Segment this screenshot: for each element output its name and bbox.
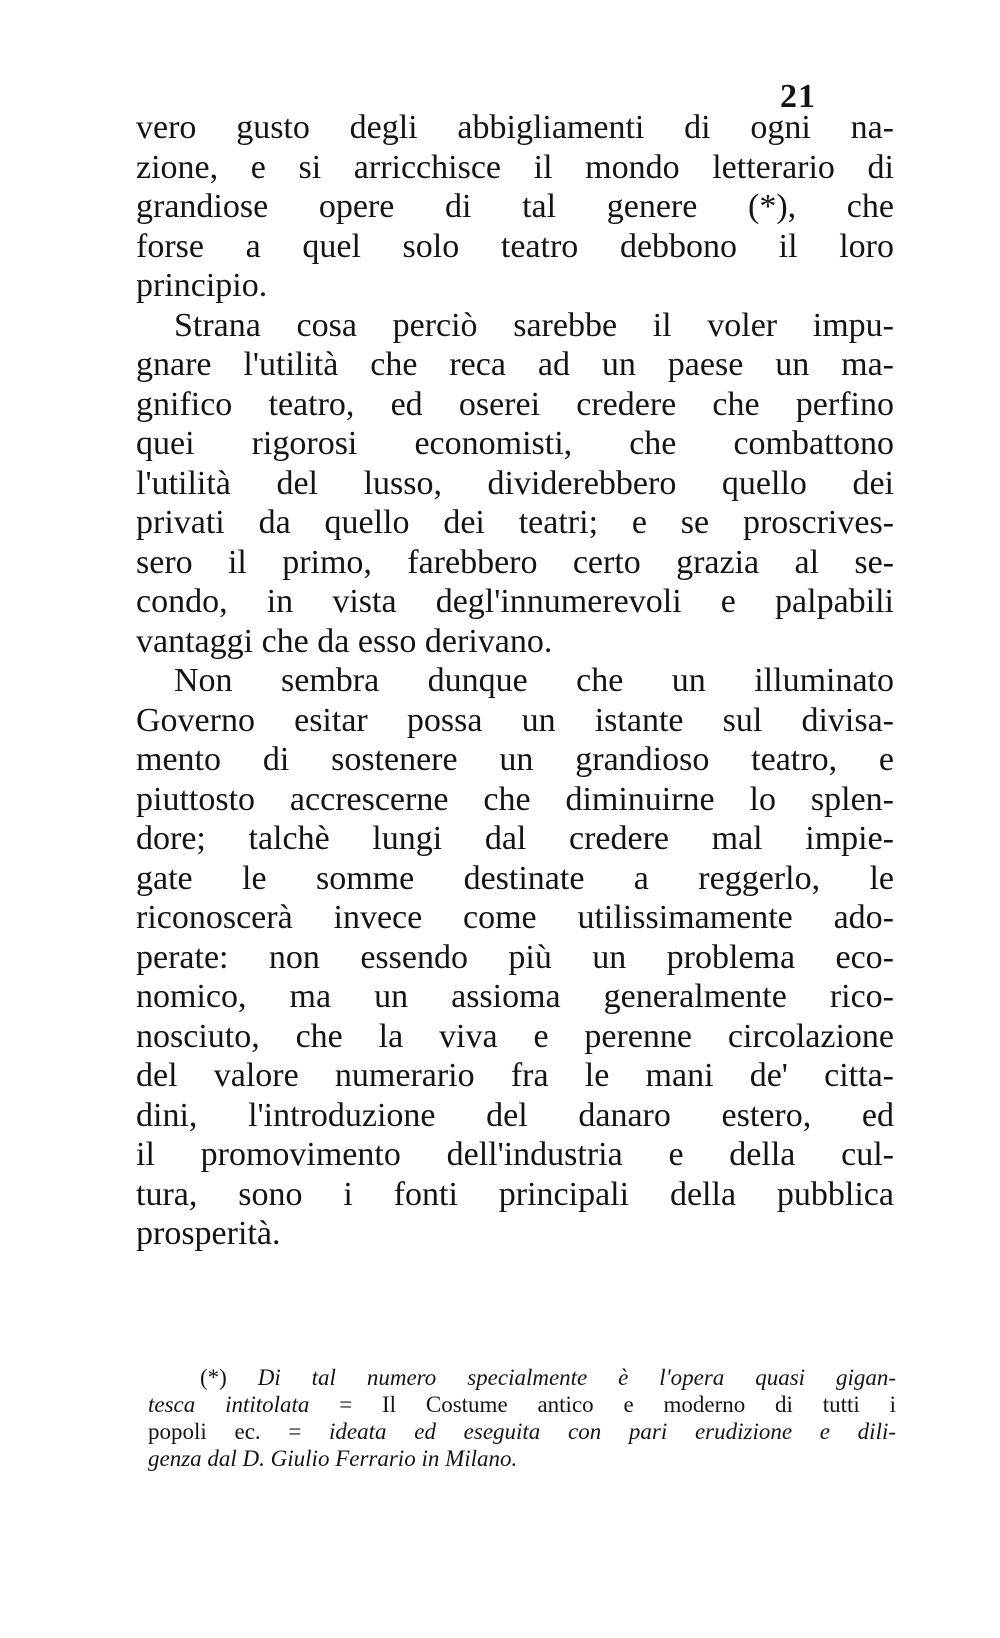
text-line: zione, e si arricchisce il mondo letterario di <box>136 148 894 186</box>
text-line: del valore numerario fra le mani de' citta- <box>136 1057 894 1094</box>
text-line: mento di sostenere un grandioso teatro, e <box>136 741 894 778</box>
footnote-text: = Il Costume antico e moderno di tutti i <box>339 1392 897 1417</box>
footnote-line <box>148 1391 896 1418</box>
text-line: prosperità. <box>136 1215 281 1252</box>
text-line: Non sembra dunque che un illuminato <box>174 662 894 699</box>
footnote-text: genza dal D. Giulio Ferrario in Milano. <box>148 1446 518 1471</box>
footnote-line <box>148 1445 896 1472</box>
text-line: nosciuto, che la viva e perenne circolazione <box>136 1017 894 1055</box>
text-line: principio. <box>136 267 268 304</box>
text-line: dini, l'introduzione del danaro estero, ed <box>136 1096 894 1134</box>
text-line: sero il primo, farebbero certo grazia al se- <box>136 543 894 581</box>
text-line: grandiose opere di tal genere (*), che <box>136 188 894 225</box>
text-line: l'utilità del lusso, dividerebbero quello dei <box>136 464 894 502</box>
footnote-text: Di tal numero specialmente è l'opera quasi gigan- <box>257 1365 897 1390</box>
text-line: privati da quello dei teatri; e se proscrives- <box>136 504 894 541</box>
footnote-line <box>148 1418 896 1445</box>
text-line: Strana cosa perciò sarebbe il voler impu- <box>174 306 894 344</box>
footnote <box>148 1364 896 1472</box>
footnote-marker: (*) <box>200 1365 227 1390</box>
text-line: gnifico teatro, ed oserei credere che perfino <box>136 385 894 423</box>
footnote-text: popoli ec. = <box>148 1419 302 1444</box>
text-line: nomico, ma un assioma generalmente rico- <box>136 978 894 1015</box>
text-line: il promovimento dell'industria e della cul- <box>136 1136 894 1173</box>
text-line: tura, sono i fonti principali della pubblica <box>136 1175 894 1213</box>
text-line: forse a quel solo teatro debbono il loro <box>136 227 894 265</box>
text-line: vantaggi che da esso derivano. <box>136 622 553 660</box>
text-line: piuttosto accrescerne che diminuirne lo splen- <box>136 780 894 818</box>
text-line: dore; talchè lungi dal credere mal impie- <box>136 820 894 857</box>
text-line: riconoscerà invece come utilissimamente ado- <box>136 899 894 936</box>
text-line: vero gusto degli abbigliamenti di ogni na- <box>136 109 894 146</box>
footnote-text: ideata ed eseguita con pari erudizione e dili- <box>329 1419 897 1444</box>
text-line: gnare l'utilità che reca ad un paese un ma- <box>136 346 894 383</box>
text-line: quei rigorosi economisti, che combattono <box>136 425 894 462</box>
text-line: perate: non essendo più un problema eco- <box>136 938 894 976</box>
footnote-text: tesca intitolata <box>148 1392 310 1417</box>
body-text <box>136 108 894 1254</box>
text-line: gate le somme destinate a reggerlo, le <box>136 859 894 897</box>
footnote-line <box>148 1364 896 1391</box>
text-line: Governo esitar possa un istante sul divisa- <box>136 701 894 739</box>
page-number: 21 <box>780 78 816 115</box>
text-line: condo, in vista degl'innumerevoli e palpabili <box>136 583 894 620</box>
